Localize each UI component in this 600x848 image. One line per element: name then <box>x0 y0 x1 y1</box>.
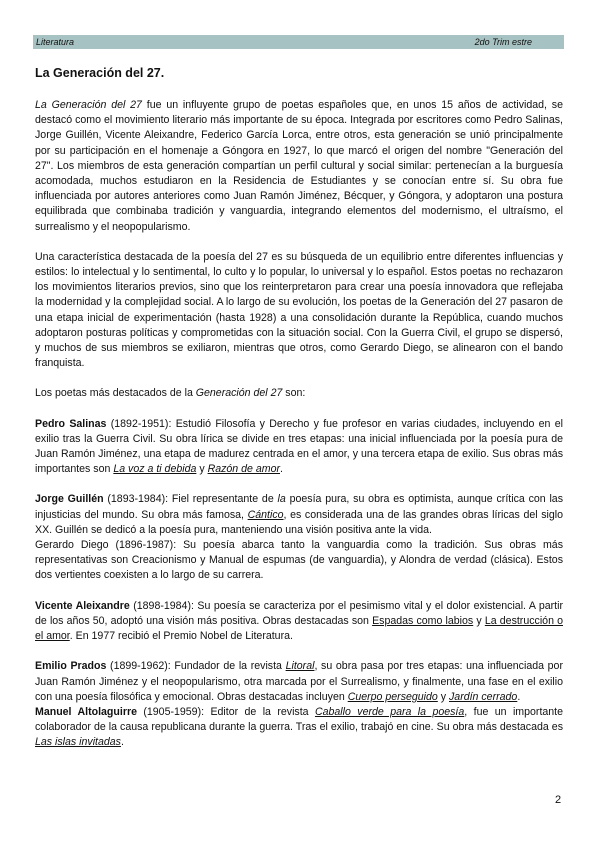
work-title: Jardín cerrado <box>449 690 518 703</box>
poets-intro: Los poetas más destacados de la Generación del 27 son: <box>35 387 306 400</box>
poet-aleixandre: Vicente Aleixandre (1898-1984): Su poesía se caracteriza por el pesimismo vital y el dolor existencial. A partir de los años 50, adoptó una visión más positiva. Obras destacadas son Espadas como labios y La destrucción o el amor. En 1977 recibió el Premio Nobel de Literatura. <box>35 599 564 643</box>
poet-name: Manuel Altolaguirre <box>35 705 137 718</box>
work-title: Cántico <box>247 508 284 521</box>
poet-altolaguirre: Manuel Altolaguirre (1905-1959): Editor de la revista Caballo verde para la poesía, fue un importante colaborador de la causa republicana durante la guerra. Tras el exilio, trabajó en cine. Su obra más destacada es Las islas invitadas. <box>35 705 564 749</box>
poet-name: Pedro Salinas <box>35 417 107 430</box>
poet-name: Jorge Guillén <box>35 493 104 506</box>
header-term: 2do Trim estre <box>474 37 532 47</box>
poet-prados: Emilio Prados (1899-1962): Fundador de la revista Litoral, su obra pasa por tres etapas: una influenciada por Juan Ramón Jiménez y el neopopularismo, otra marcada por el Surrealismo, y finalmente, una fase en el exilio con una poesía filosófica y emocional. Obras destacadas incluyen Cuerpo perseguido y Jardín cerrado. <box>35 660 563 703</box>
generation-term: La Generación del 27 <box>35 99 142 111</box>
magazine-title: Caballo verde para la poesía <box>314 705 465 718</box>
poet-guillen: Jorge Guillén (1893-1984): Fiel representante de la poesía pura, su obra es optimista, aunque crítica con las injusticias del mundo. Su obra más famosa, Cántico, es considerada una de las grandes obras líricas del siglo XX. Guillén se dedicó a la poesía pura, manteniendo una visión positiva ante la vida. <box>35 493 564 536</box>
header-subject: Literatura <box>36 37 75 47</box>
magazine-title: Litoral <box>285 660 315 673</box>
work-title: La destrucción o el amor <box>35 614 564 643</box>
poet-diego: Gerardo Diego (1896-1987): Su poesía abarca tanto la vanguardia como la tradición. Sus obras más representativas son Creacionismo y Manual de espumas (de vanguardia), y Alondra de verdad (clásica). Estos dos vertientes coexisten a lo largo de su carrera. <box>35 539 563 582</box>
work-title: Espadas como labios <box>372 614 474 627</box>
page-title: La Generación del 27. <box>35 66 165 80</box>
work-title: Razón de amor <box>207 463 280 476</box>
poet-salinas: Pedro Salinas (1892-1951): Estudió Filosofía y Derecho y fue profesor en varias ciudades, incluyendo en el exilio tras la Guerra Civil. Su obra lírica se divide en tres etapas: una inicial influenciada por la poesía pura de Juan Ramón Jiménez, una etapa de madurez centrada en el amor, y una tercera etapa de exilio. Sus obras más importantes son La voz a ti debida y Razón de amor. <box>35 417 563 476</box>
work-title: Las islas invitadas <box>35 736 121 749</box>
page-header <box>33 35 564 49</box>
poet-name: Emilio Prados <box>35 660 107 673</box>
characteristics-paragraph: Una característica destacada de la poesía del 27 es su búsqueda de un equilibrio entre diferentes influencias y estilos: lo intelectual y lo sentimental, lo culto y lo popular, lo universal y lo español. Estos poetas no rechazaron los movimientos literarios previos, sino que los reinterpretaron para crear una poesía innovadora que reflejaba la modernidad y la complejidad social. A lo largo de su evolución, los poetas de la Generación del 27 pasaron de una etapa inicial de experimentación (hasta 1928) a una consolidación durante la República, cuando muchos adoptaron posturas políticas y comprometidas con la situación social. Con la Guerra Civil, el grupo se dispersó, y muchos de sus miembros se exiliaron, mientras que otros, como Gerardo Diego, se alinearon con el bando franquista. <box>35 250 563 370</box>
poet-name: Vicente Aleixandre <box>35 599 130 612</box>
document-body <box>35 66 563 751</box>
intro-paragraph: La Generación del 27 fue un influyente grupo de poetas españoles que, en unos 15 años de actividad, se destacó como el movimiento literario más importante de su época. Integrada por escritores como Pedro Salinas, Jorge Guillén, Vicente Aleixandre, Federico García Lorca, entre otros, esta generación se unió principalmente por su participación en el homenaje a Góngora en 1927, lo que marcó el origen del nombre "Generación del 27". Los miembros de esta generación compartían un perfil cultural y social similar: pertenecían a la burguesía acomodada, muchos estudiaron en la Residencia de Estudiantes y se conocían entre sí. Su obra fue influenciada por autores anteriores como Juan Ramón Jiménez, Bécquer, y Góngora, y adoptaron una postura equilibrada que combinaba tradición y vanguardia, integrando elementos del modernismo, el ultraísmo, el surrealismo y el neopopularismo. <box>35 99 563 233</box>
page-number: 2 <box>555 794 562 806</box>
work-title: La voz a ti debida <box>113 463 197 476</box>
work-title: Cuerpo perseguido <box>347 690 438 703</box>
